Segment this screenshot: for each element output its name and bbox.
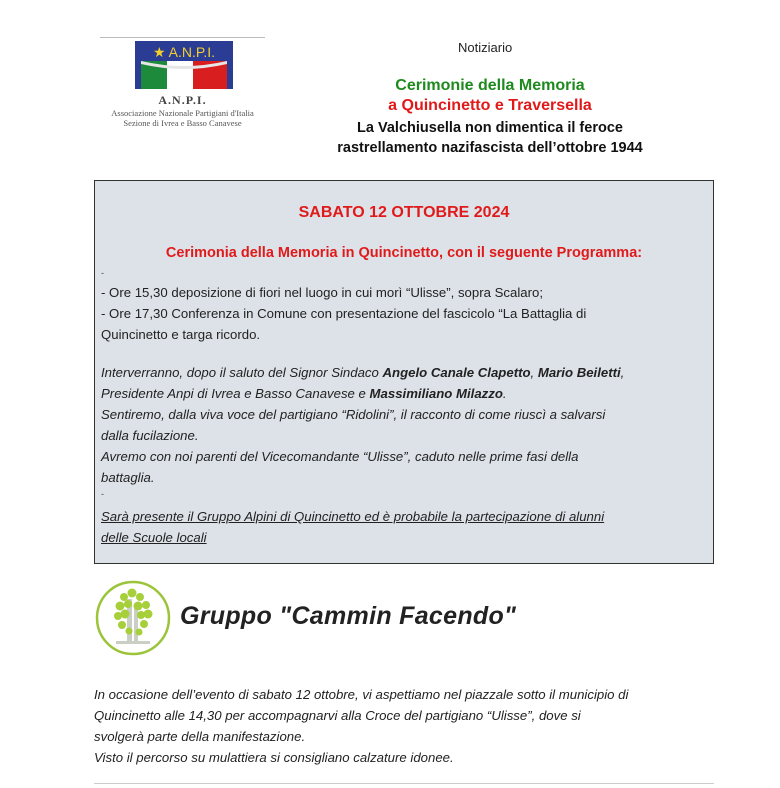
speakers-separator: , — [530, 365, 538, 380]
cammin-line-2: Quincinetto alle 14,30 per accompagnarvi alla Croce del partigiano “Ulisse”, dove si — [94, 708, 581, 723]
event-date: SABATO 12 OTTOBRE 2024 — [298, 204, 510, 221]
alpini-line-2: delle Scuole locali — [101, 530, 207, 545]
speaker-president: Mario Beiletti — [537, 365, 621, 380]
speakers-line-2 — [101, 383, 706, 404]
subtitle-line-2: rastrellamento nazifascista dell’ottobre 1944 — [337, 140, 643, 156]
ceremony-heading: Cerimonia della Memoria in Quincinetto, con il seguente Programma: — [165, 245, 643, 261]
relatives-line-2: battaglia. — [101, 470, 155, 485]
speakers-line-1 — [101, 362, 706, 383]
cammin-facendo-title: Gruppo "Cammin Facendo" — [180, 602, 517, 630]
partisan-line-1: Sentiremo, dalla viva voce del partigiano “Ridolini”, il racconto di come riuscì a salvarsi — [101, 407, 606, 422]
tree-ground — [116, 641, 150, 644]
logo-org-name: Associazione Nazionale Partigiani d'Italia — [111, 108, 254, 118]
program-item-1: - Ore 15,30 deposizione di fiori nel luogo in cui morì “Ulisse”, sopra Scalaro; — [101, 285, 543, 300]
cammin-facendo-text — [94, 684, 734, 768]
speaker-milazzo: Massimiliano Milazzo — [369, 386, 503, 401]
title-line-1: Cerimonie della Memoria — [395, 77, 585, 94]
subtitle-line-1: La Valchiusella non dimentica il feroce — [357, 120, 623, 136]
logo-abbreviation: A.N.P.I. — [158, 93, 207, 107]
newsletter-label: Notiziario — [458, 40, 513, 55]
alpini-line-1: Sarà presente il Gruppo Alpini di Quincinetto ed è probabile la partecipazione di alunni — [101, 509, 605, 524]
tree-trunk-2 — [134, 605, 138, 643]
logo-rule — [100, 37, 265, 38]
title-line-2: a Quincinetto e Traversella — [388, 97, 592, 114]
bottom-rule — [94, 783, 714, 784]
flag-text: ★ A.N.P.I. — [152, 44, 216, 60]
speakers-role: Presidente Anpi di Ivrea e Basso Canavese e — [101, 386, 370, 401]
cammin-facendo-logo — [94, 579, 172, 657]
program-item-2-line-1: - Ore 17,30 Conferenza in Comune con presentazione del fascicolo “La Battaglia di — [101, 306, 587, 321]
relatives-line-1: Avremo con noi parenti del Vicecomandante “Ulisse”, caduto nelle prime fasi della — [101, 449, 579, 464]
cammin-line-3: svolgerà parte della manifestazione. — [94, 729, 306, 744]
cammin-line-4: Visto il percorso su mulattiera si consigliano calzature idonee. — [94, 750, 454, 765]
logo-section-name: Sezione di Ivrea e Basso Canavese — [123, 118, 242, 128]
program-item-2-line-2: Quincinetto e targa ricordo. — [101, 327, 261, 342]
speakers-end: . — [502, 386, 507, 401]
speaker-mayor: Angelo Canale Clapetto — [382, 365, 531, 380]
partisan-line-2: dalla fucilazione. — [101, 428, 199, 443]
speakers-separator: , — [620, 365, 625, 380]
list-marker: - — [101, 268, 104, 278]
cammin-line-1: In occasione dell’evento di sabato 12 ottobre, vi aspettiamo nel piazzale sotto il municipio di — [94, 687, 629, 702]
list-marker: - — [101, 489, 104, 499]
speakers-intro: Interverranno, dopo il saluto del Signor Sindaco — [101, 365, 383, 380]
